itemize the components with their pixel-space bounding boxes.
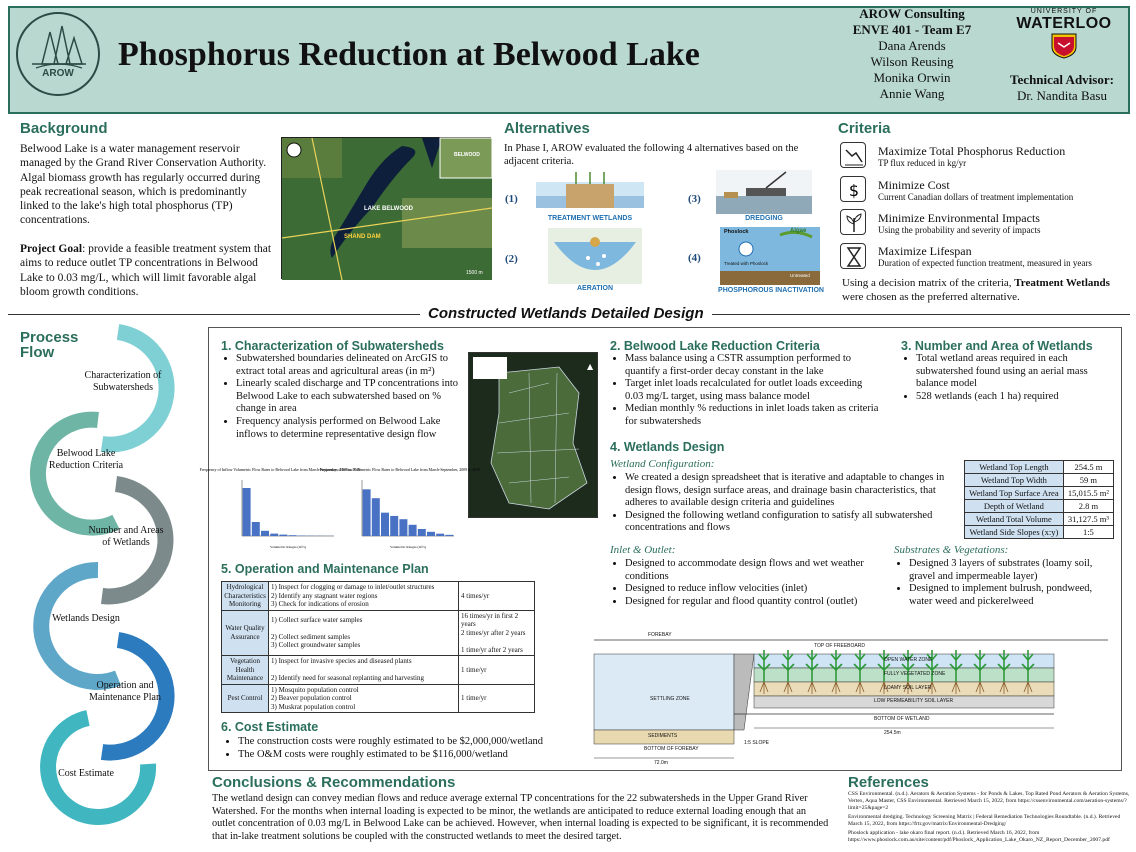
- criteria-summary: [842, 276, 1122, 304]
- alt-label: PHOSPHOROUS INACTIVATION: [718, 287, 824, 294]
- s1-list: [222, 353, 462, 441]
- phosphorus-inactivation-image: [720, 227, 820, 285]
- chart-bar: [399, 519, 407, 536]
- om-tasks: [269, 656, 459, 685]
- table-key: Wetland Total Volume: [965, 513, 1064, 526]
- flow-step: Wetlands Design: [52, 613, 120, 624]
- conclusions-heading: Conclusions & Recommendations: [212, 774, 456, 791]
- table-row: [222, 582, 535, 611]
- list-item: • Median monthly % reductions in inlet loads taken as criteria for subwatersheds: [625, 403, 881, 428]
- chart-bar: [279, 535, 287, 536]
- chart-bars: [243, 488, 334, 536]
- team-member: Dana Arends: [878, 38, 946, 53]
- svg-text:$: $: [848, 181, 860, 200]
- page-title: Phosphorus Reduction at Belwood Lake: [118, 36, 700, 73]
- substrates-list: [895, 558, 1117, 608]
- list-item: • Designed to accommodate design flows and wet weather conditions: [625, 558, 881, 583]
- list-item: • The O&M costs were roughly estimated to be $116,000/wetland: [238, 749, 594, 762]
- open-water-label: OPEN WATER ZONE: [884, 657, 933, 663]
- table-value: 254.5 m: [1063, 461, 1113, 474]
- alt-number: (3): [688, 193, 701, 205]
- om-task: 3) Muskrat population control: [271, 702, 356, 711]
- chart-title: Frequency of Inflow Volumetric Flow Rates to Belwood Lake from March-September, 2009 to 2019: [319, 467, 481, 472]
- table-row: [965, 487, 1114, 500]
- s2-heading: 2. Belwood Lake Reduction Criteria: [610, 339, 820, 353]
- om-task: 2) Collect sediment samples: [271, 632, 351, 641]
- inflow-frequency-chart-1: [199, 466, 361, 550]
- table-row: [965, 461, 1114, 474]
- summary-bold: Treatment Wetlands: [1014, 277, 1110, 289]
- config-label: Wetland Configuration:: [610, 458, 715, 470]
- criterion-sub: Duration of expected function treatment, measured in years: [878, 258, 1092, 268]
- course-name: ENVE 401 - Team E7: [852, 22, 972, 37]
- om-task: 2) Identify any stagnant water regions: [271, 591, 378, 600]
- list-item: • Designed to implement bulrush, pondweed, water weed and pickerelweed: [909, 583, 1117, 608]
- svg-text:▲: ▲: [587, 362, 594, 371]
- forebay-label: FOREBAY: [648, 632, 672, 638]
- alt-label: AERATION: [576, 285, 614, 292]
- om-freq: 1 time/yr after 2 years: [461, 645, 523, 654]
- list-item: • Target inlet loads recalculated for outlet loads exceeding 0.03 mg/L target, using mass balance model: [625, 378, 881, 403]
- om-task: 3) Check for indications of erosion: [271, 600, 369, 608]
- om-task: 1) Collect surface water samples: [271, 615, 363, 624]
- chart-bar: [363, 489, 371, 536]
- table-row: [965, 500, 1114, 513]
- inlet-list: [611, 558, 881, 608]
- list-item: • 528 wetlands (each 1 ha) required: [916, 391, 1114, 404]
- reference-item: Environmental dredging. Technology Screening Matrix | Federal Remediation Technologies Roundtable. (n.d.). Retrieved March 15, 2022, from https://frtr.gov/matrix/Environmental-Dredging/: [848, 814, 1121, 827]
- alt-number: (1): [505, 193, 518, 205]
- dollar-icon: [840, 176, 866, 202]
- project-goal: [20, 242, 272, 299]
- om-tasks: [269, 684, 459, 713]
- om-frequency: 4 times/yr: [459, 582, 535, 611]
- om-tasks: [269, 582, 459, 611]
- chart-bar: [289, 535, 297, 536]
- s3-list: [902, 353, 1114, 403]
- chart-bar: [390, 516, 398, 536]
- s1-heading: 1. Characterization of Subwatersheds: [221, 339, 444, 353]
- om-freq: 2 times/yr after 2 years: [461, 628, 526, 637]
- chart-bar: [445, 535, 453, 536]
- om-frequency: 1 time/yr: [459, 684, 535, 713]
- chart-bar: [436, 534, 444, 536]
- criterion-title: Minimize Cost: [878, 178, 950, 192]
- section-title: Constructed Wetlands Detailed Design: [420, 305, 712, 322]
- flow-step: Characterization of Subwatersheds: [84, 370, 162, 393]
- chart-bars: [363, 489, 454, 536]
- references-heading: References: [848, 774, 929, 791]
- goal-text: : provide a feasible treatment system that aims to reduce outlet TP concentrations in Belwood Lake to 0.03 mg/L, which will limit favorable algal bloom growth conditions.: [20, 243, 272, 298]
- inset-label: BELWOOD: [454, 152, 480, 158]
- list-item: • Subwatershed boundaries delineated on ArcGIS to extract total areas and agricultural areas (in m²): [236, 353, 462, 378]
- alt-label: DREDGING: [745, 215, 783, 222]
- om-tasks: [269, 610, 459, 656]
- criterion-title: Maximize Lifespan: [878, 244, 972, 258]
- table-row: [965, 526, 1114, 539]
- table-value: 59 m: [1063, 474, 1113, 487]
- om-task: 3) Collect groundwater samples: [271, 641, 361, 650]
- bottom-forebay-label: BOTTOM OF FOREBAY: [644, 746, 699, 752]
- list-item: • The construction costs were roughly estimated to be $2,000,000/wetland: [238, 736, 594, 749]
- chart-bar: [418, 529, 426, 536]
- om-task: 1) Inspect for clogging or damage to inlet/outlet structures: [271, 583, 435, 591]
- table-row: [222, 610, 535, 656]
- alternatives-heading: Alternatives: [504, 120, 590, 137]
- plant-icon: [840, 209, 866, 235]
- table-value: 31,127.5 m³: [1063, 513, 1113, 526]
- conclusions-text: The wetland design can convey median flows and reduce average external TP concentrations for the 22 subwatersheds in the Upper Grand River Watershed. For the months when internal loading is expected to be minor, the wetlands are anticipated to reduce external loading enough that an outlet concentration of 0.03 mg/L in Belwood Lake can be achieved. However, when internal loading is expected to be significant, it is recommended that in-lake treatment solutions be coupled with the constructed wetlands to meet the desired target.: [212, 793, 829, 842]
- belwood-map: [281, 137, 491, 279]
- table-value: 15,015.5 m²: [1063, 487, 1113, 500]
- algae-label: Algae: [790, 228, 807, 234]
- dam-label: SHAND DAM: [344, 234, 381, 240]
- chart-bar: [372, 498, 380, 536]
- alternatives-intro: In Phase I, AROW evaluated the following 4 alternatives based on the adjacent criteria.: [504, 143, 799, 167]
- s4-heading: 4. Wetlands Design: [610, 440, 725, 454]
- list-item: • Total wetland areas required in each subwatershed found using an aerial mass balance model: [916, 353, 1114, 391]
- treatment-wetlands-image: [536, 172, 644, 216]
- untreated-label: Untreated: [790, 273, 810, 278]
- chart-down-icon: [840, 142, 866, 168]
- references-list: [848, 791, 1130, 846]
- criterion-title: Minimize Environmental Impacts: [878, 211, 1040, 225]
- om-frequency: 1 time/yr: [459, 656, 535, 685]
- loamy-label: LOAMY SOIL LAYER: [884, 685, 932, 691]
- table-row: [222, 684, 535, 713]
- chart-bar: [270, 534, 278, 536]
- flow-step: Operation and Maintenance Plan: [89, 680, 161, 703]
- scale-bar: 1500 m: [466, 270, 483, 276]
- list-item: • Designed to reduce inflow velocities (inlet): [625, 583, 881, 596]
- chart-bar: [427, 532, 435, 536]
- summary-pre: Using a decision matrix of the criteria,: [842, 277, 1015, 289]
- chart-bar: [261, 531, 269, 536]
- list-item: • Linearly scaled discharge and TP concentrations into Belwood Lake to each subwatershed based on % change in area: [236, 378, 462, 416]
- s6-heading: 6. Cost Estimate: [221, 720, 319, 734]
- alt-label: TREATMENT WETLANDS: [547, 215, 633, 222]
- om-task: 2) Identify need for seasonal replanting and harvesting: [271, 674, 424, 682]
- team-member: Annie Wang: [879, 86, 945, 101]
- chart-bar: [409, 525, 417, 536]
- table-row: [965, 513, 1114, 526]
- table-key: Wetland Top Length: [965, 461, 1064, 474]
- hourglass-icon: [840, 243, 866, 269]
- list-item: • Mass balance using a CSTR assumption performed to quantify a first-order decay constant in the lake: [625, 353, 881, 378]
- waterloo-logo: [1008, 8, 1120, 72]
- team-block: [852, 6, 972, 102]
- flow-step: Belwood Lake Reduction Criteria: [48, 448, 124, 471]
- table-row: [222, 656, 535, 685]
- low-perm-label: LOW PERMEABILITY SOIL LAYER: [874, 698, 954, 704]
- background-heading: Background: [20, 120, 108, 137]
- om-task: 2) Beaver population control: [271, 694, 352, 702]
- om-freq: 16 times/yr in first 2 years: [461, 611, 519, 628]
- inflow-frequency-chart-2: [319, 466, 481, 550]
- aeration-image: [548, 228, 642, 284]
- table-value: 1:5: [1063, 526, 1113, 539]
- inlet-label: Inlet & Outlet:: [610, 544, 676, 556]
- slope-label: 1:5 SLOPE: [744, 740, 770, 746]
- alt-number: (4): [688, 252, 701, 264]
- table-key: Wetland Top Surface Area: [965, 487, 1064, 500]
- tree-icon: [18, 20, 98, 70]
- chart-bar: [381, 513, 389, 536]
- table-key: Depth of Wetland: [965, 500, 1064, 513]
- settling-label: SETTLING ZONE: [650, 696, 690, 702]
- arow-logo: [16, 12, 100, 96]
- company-name: AROW Consulting: [859, 6, 965, 21]
- table-key: Wetland Side Slopes (x:y): [965, 526, 1064, 539]
- flow-step: Number and Areas of Wetlands: [88, 525, 164, 548]
- s6-list: [224, 736, 594, 761]
- list-item: • Frequency analysis performed on Belwood Lake inflows to determine representative design flow: [236, 416, 462, 441]
- subwatershed-map: [468, 352, 598, 518]
- treated-label: Treated with Phoslock: [724, 261, 769, 266]
- university-top: UNIVERSITY OF: [1030, 8, 1098, 15]
- length-forebay-label: 72.0m: [654, 760, 668, 766]
- om-category: Vegetation Health Maintenance: [222, 656, 269, 685]
- university-name: WATERLOO: [1016, 15, 1112, 32]
- list-item: • Designed 3 layers of substrates (loamy soil, gravel and impermeable layer): [909, 558, 1117, 583]
- alt-number: (2): [505, 253, 518, 265]
- config-list: [611, 472, 961, 535]
- om-category: Pest Control: [222, 684, 269, 713]
- shield-icon: [1008, 33, 1120, 59]
- top-freeboard-label: TOP OF FREEBOARD: [814, 643, 865, 649]
- chart-title: Frequency of Inflow Volumetric Flow Rates to Belwood Lake from March-September, 2009 to 2019: [199, 467, 361, 472]
- team-member: Wilson Reusing: [870, 54, 954, 69]
- om-category: Hydrological Characteristics Monitoring: [222, 582, 269, 611]
- background-text: Belwood Lake is a water management reservoir managed by the Grand River Conservation Authority. Algal biomass growth has regularly occurred during peak recreational season, which is predominantly linked to the lake's high total phosphorus (TP) concentrations.: [20, 143, 267, 227]
- phoslock-label: Phoslock: [724, 229, 749, 235]
- criterion-sub: Current Canadian dollars of treatment implementation: [878, 192, 1074, 202]
- table-row: [965, 474, 1114, 487]
- length-total-label: 254.5m: [884, 730, 901, 736]
- table-key: Wetland Top Width: [965, 474, 1064, 487]
- criterion-sub: TP flux reduced in kg/yr: [878, 158, 967, 168]
- om-frequency: [459, 610, 535, 656]
- goal-label: Project Goal: [20, 243, 83, 255]
- logo-text: AROW: [42, 68, 74, 79]
- reference-item: Phoslock application - lake okaro final report. (n.d.). Retrieved March 16, 2022, from https://www.phoslock.com.au/site/content/pdf/Phoslock_Application_Lake_Okaro_NZ_Report_December_2007.pdf: [848, 830, 1110, 843]
- chart-xlabel: Volumetric Ranges (m³/s): [270, 545, 306, 549]
- criterion-sub: Using the probability and severity of impacts: [878, 225, 1041, 235]
- reference-item: CSS Environmental. (n.d.). Aerators & Aeration Systems - for Ponds & Lakes. Top Rated Pond Aerators & Aeration Systems, Vertex, Aqua Master, CSS Environmental. Retrieved March 15, 2022, from https://cssenvironmental.com/aeration-systems/?limit=25&page=2: [848, 791, 1130, 811]
- team-member: Monika Orwin: [873, 70, 951, 85]
- fully-vegetated-label: FULLY VEGETATED ZONE: [884, 671, 946, 677]
- criterion-title: Maximize Total Phosphorus Reduction: [878, 144, 1066, 158]
- wetland-cross-section: [584, 610, 1118, 768]
- substrates-label: Substrates & Vegetations:: [894, 544, 1009, 556]
- criteria-heading: Criteria: [838, 120, 891, 137]
- flow-step: Cost Estimate: [58, 768, 114, 779]
- dredging-image: [716, 170, 812, 214]
- bottom-wetland-label: BOTTOM OF WETLAND: [874, 716, 930, 722]
- list-item: • Designed the following wetland configuration to satisfy all subwatershed concentrations and flows: [625, 510, 961, 535]
- wetland-dimensions-table: [964, 460, 1114, 539]
- summary-post: were chosen as the preferred alternative.: [842, 291, 1020, 303]
- list-item: • Designed for regular and flood quantity control (outlet): [625, 596, 881, 609]
- s3-heading: 3. Number and Area of Wetlands: [901, 339, 1093, 353]
- sediments-label: SEDIMENTS: [648, 733, 678, 739]
- lake-label: LAKE BELWOOD: [364, 206, 413, 212]
- s2-list: [611, 353, 881, 429]
- advisor-name: Dr. Nandita Basu: [1017, 88, 1107, 103]
- om-plan-table: [221, 581, 535, 713]
- s5-heading: 5. Operation and Maintenance Plan: [221, 562, 429, 576]
- process-flow-heading: Process Flow: [20, 329, 79, 361]
- table-value: 2.8 m: [1063, 500, 1113, 513]
- om-task: 1) Inspect for invasive species and diseased plants: [271, 657, 412, 665]
- chart-bar: [243, 488, 251, 536]
- list-item: • We created a design spreadsheet that is iterative and adaptable to changes in design flows, design surface areas, and drainage basin characteristics, that adheres to available design criteria and guidelines: [625, 472, 961, 510]
- chart-xlabel: Volumetric Ranges (m³/s): [390, 545, 426, 549]
- advisor-block: [1000, 72, 1124, 104]
- advisor-label: Technical Advisor:: [1010, 72, 1114, 87]
- om-task: 1) Mosquito population control: [271, 685, 359, 694]
- chart-bar: [252, 522, 260, 536]
- om-category: Water Quality Assurance: [222, 610, 269, 656]
